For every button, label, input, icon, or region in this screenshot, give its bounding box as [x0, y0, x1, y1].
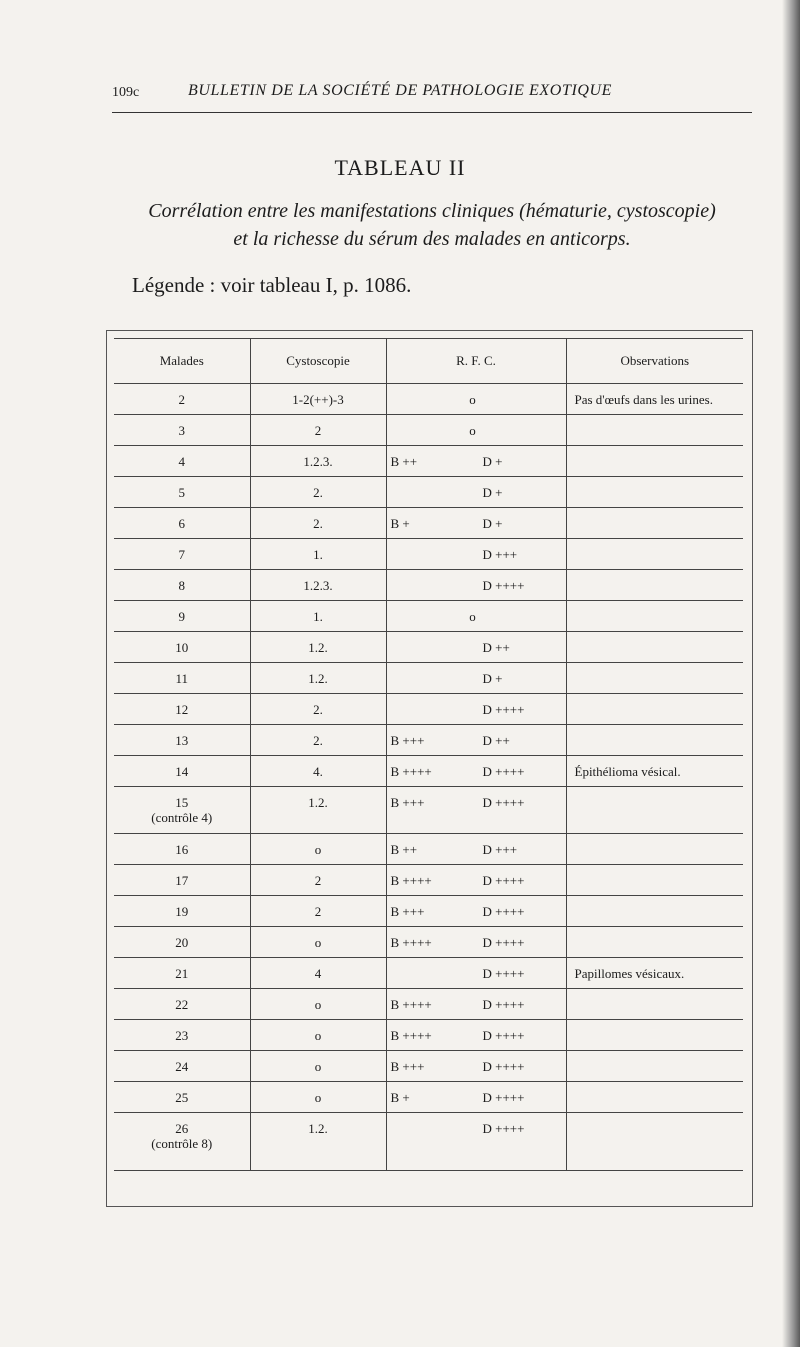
- table-caption-line-2: et la richesse du sérum des malades en anticorps.: [233, 228, 631, 250]
- malade-number: 8: [178, 578, 185, 593]
- malade-number: 14: [175, 764, 189, 779]
- col-header-cystoscopie: Cystoscopie: [250, 339, 386, 384]
- table-row: [114, 694, 743, 725]
- cell-cystoscopie: [250, 1082, 386, 1113]
- cell-cystoscopie: [250, 415, 386, 446]
- cell-rfc: [386, 1113, 566, 1171]
- malade-number: 3: [178, 423, 185, 438]
- cystoscopie-value: 2: [314, 873, 322, 888]
- cystoscopie-value: 2.: [313, 702, 323, 717]
- cell-rfc: [386, 601, 566, 632]
- cell-observations: [566, 694, 743, 725]
- rfc-d-value: D ++++: [482, 873, 525, 888]
- table-row: [114, 725, 743, 756]
- malade-number: 26: [175, 1121, 189, 1136]
- cell-malade: [114, 896, 250, 927]
- malade-control-note: (contrôle 4): [151, 810, 213, 825]
- table-label: TABLEAU II: [334, 155, 466, 180]
- rfc-d-value: D +: [482, 516, 503, 531]
- correlation-table: [114, 338, 743, 1171]
- cell-observations: [566, 1082, 743, 1113]
- cell-malade: [114, 1020, 250, 1051]
- cell-malade: [114, 927, 250, 958]
- rfc-b-value: B ++: [390, 842, 418, 857]
- cell-cystoscopie: [250, 539, 386, 570]
- rfc-d-value: D ++++: [482, 702, 525, 717]
- rfc-b-value: B +++: [390, 904, 425, 919]
- cell-cystoscopie: [250, 446, 386, 477]
- cell-malade: [114, 539, 250, 570]
- cell-observations: [566, 865, 743, 896]
- cell-observations: [566, 989, 743, 1020]
- cell-cystoscopie: [250, 1020, 386, 1051]
- rfc-d-value: D ++++: [482, 904, 525, 919]
- table-row: [114, 896, 743, 927]
- cell-rfc: [386, 958, 566, 989]
- rfc-negative: o: [469, 392, 476, 407]
- cell-cystoscopie: [250, 601, 386, 632]
- cell-observations: [566, 787, 743, 834]
- malade-number: 6: [178, 516, 185, 531]
- table-header-row: [114, 339, 743, 384]
- cell-cystoscopie: [250, 787, 386, 834]
- cystoscopie-value: 1.2.: [308, 795, 328, 810]
- table-row: [114, 1020, 743, 1051]
- cystoscopie-value: o: [314, 935, 322, 950]
- cystoscopie-value: 2.: [313, 516, 323, 531]
- cystoscopie-value: 1.: [313, 609, 323, 624]
- cell-observations: [566, 725, 743, 756]
- cell-rfc: [386, 415, 566, 446]
- rfc-negative: o: [469, 423, 476, 438]
- malade-number: 16: [175, 842, 189, 857]
- rfc-d-value: D +: [482, 671, 503, 686]
- malade-number: 24: [175, 1059, 189, 1074]
- cell-rfc: [386, 1020, 566, 1051]
- rfc-b-value: B ++++: [390, 935, 432, 950]
- cell-observations: [566, 384, 743, 415]
- rfc-d-value: D ++++: [482, 935, 525, 950]
- cell-malade: [114, 958, 250, 989]
- cell-cystoscopie: [250, 508, 386, 539]
- cystoscopie-value: 2: [314, 904, 322, 919]
- cell-observations: [566, 896, 743, 927]
- cell-malade: [114, 384, 250, 415]
- cell-malade: [114, 989, 250, 1020]
- running-title: BULLETIN DE LA SOCIÉTÉ DE PATHOLOGIE EXOTIQUE: [188, 82, 613, 99]
- table-row: [114, 787, 743, 834]
- cell-observations: [566, 415, 743, 446]
- rfc-negative: o: [469, 609, 476, 624]
- malade-number: 2: [178, 392, 185, 407]
- table-row: [114, 756, 743, 787]
- cystoscopie-value: 1.: [313, 547, 323, 562]
- table-row: [114, 834, 743, 865]
- rfc-d-value: D +++: [482, 842, 518, 857]
- cell-cystoscopie: [250, 756, 386, 787]
- cell-observations: [566, 632, 743, 663]
- rfc-b-value: B ++++: [390, 1028, 432, 1043]
- cell-rfc: [386, 989, 566, 1020]
- cell-malade: [114, 477, 250, 508]
- cystoscopie-value: o: [314, 1059, 322, 1074]
- malade-number: 13: [175, 733, 189, 748]
- rfc-d-value: D ++: [482, 733, 510, 748]
- rfc-d-value: D ++++: [482, 764, 525, 779]
- cell-cystoscopie: [250, 896, 386, 927]
- cell-cystoscopie: [250, 632, 386, 663]
- rfc-d-value: D ++: [482, 640, 510, 655]
- cell-cystoscopie: [250, 384, 386, 415]
- rfc-b-value: [387, 1121, 483, 1136]
- cell-malade: [114, 834, 250, 865]
- rfc-d-value: D ++++: [482, 1059, 525, 1074]
- table-row: [114, 927, 743, 958]
- cell-malade: [114, 415, 250, 446]
- malade-control-note: (contrôle 8): [151, 1136, 213, 1151]
- cell-observations: [566, 663, 743, 694]
- cystoscopie-value: 2.: [313, 733, 323, 748]
- table-row: [114, 384, 743, 415]
- cell-rfc: [386, 508, 566, 539]
- cell-observations: [566, 927, 743, 958]
- rfc-d-value: D +: [482, 454, 503, 469]
- cell-observations: [566, 958, 743, 989]
- cell-cystoscopie: [250, 570, 386, 601]
- malade-number: 22: [175, 997, 189, 1012]
- malade-number: 23: [175, 1028, 189, 1043]
- cell-rfc: [386, 834, 566, 865]
- cell-cystoscopie: [250, 694, 386, 725]
- malade-number: 11: [175, 671, 189, 686]
- rfc-d-value: D ++++: [482, 1028, 525, 1043]
- cell-rfc: [386, 725, 566, 756]
- table-row: [114, 632, 743, 663]
- table-row: [114, 989, 743, 1020]
- cell-observations: [566, 477, 743, 508]
- col-header-rfc: R. F. C.: [386, 339, 566, 384]
- cell-observations: [566, 570, 743, 601]
- rfc-b-value: B ++++: [390, 764, 432, 779]
- cystoscopie-value: 4.: [313, 764, 323, 779]
- cystoscopie-value: 1.2.3.: [303, 454, 333, 469]
- cell-malade: [114, 1051, 250, 1082]
- cell-cystoscopie: [250, 834, 386, 865]
- table-legend: Légende : voir tableau I, p. 1086.: [132, 273, 412, 297]
- malade-number: 10: [175, 640, 189, 655]
- rfc-b-value: B +: [390, 1090, 410, 1105]
- rfc-d-value: D ++++: [482, 966, 525, 981]
- cell-cystoscopie: [250, 989, 386, 1020]
- table-row: [114, 1113, 743, 1171]
- cell-rfc: [386, 1051, 566, 1082]
- table-row: [114, 570, 743, 601]
- rfc-b-value: [387, 640, 483, 655]
- cell-rfc: [386, 1082, 566, 1113]
- cell-malade: [114, 865, 250, 896]
- table-row: [114, 601, 743, 632]
- cell-cystoscopie: [250, 927, 386, 958]
- cystoscopie-value: 1-2(++)-3: [292, 392, 344, 407]
- cell-malade: [114, 1082, 250, 1113]
- table-body: [114, 384, 743, 1171]
- cystoscopie-value: o: [314, 842, 322, 857]
- cell-malade: [114, 632, 250, 663]
- malade-number: 4: [178, 454, 185, 469]
- rfc-d-value: D +++: [482, 547, 518, 562]
- malade-number: 12: [175, 702, 189, 717]
- col-header-malades: Malades: [114, 339, 250, 384]
- observation-text: Papillomes vésicaux.: [574, 966, 685, 981]
- malade-number: 15: [175, 795, 189, 810]
- cell-rfc: [386, 632, 566, 663]
- table-row: [114, 477, 743, 508]
- table-row: [114, 508, 743, 539]
- malade-number: 25: [175, 1090, 189, 1105]
- rfc-d-value: D ++++: [482, 997, 525, 1012]
- rfc-d-value: D ++++: [482, 795, 525, 810]
- cell-rfc: [386, 756, 566, 787]
- cystoscopie-value: 1.2.: [308, 671, 328, 686]
- cell-observations: [566, 1020, 743, 1051]
- observation-text: Pas d'œufs dans les urines.: [574, 392, 713, 407]
- cell-rfc: [386, 539, 566, 570]
- table-row: [114, 663, 743, 694]
- cystoscopie-value: o: [314, 997, 322, 1012]
- cell-rfc: [386, 663, 566, 694]
- page-number: 109c: [112, 85, 140, 100]
- cystoscopie-value: o: [314, 1028, 322, 1043]
- rfc-b-value: B +++: [390, 1059, 425, 1074]
- malade-number: 7: [178, 547, 185, 562]
- rfc-b-value: B +++: [390, 733, 425, 748]
- rfc-b-value: [387, 578, 483, 593]
- table-row: [114, 415, 743, 446]
- malade-number: 21: [175, 966, 189, 981]
- rfc-d-value: D +: [482, 485, 503, 500]
- table-row: [114, 1082, 743, 1113]
- cell-malade: [114, 694, 250, 725]
- header-rule: [112, 112, 752, 113]
- cell-rfc: [386, 896, 566, 927]
- cell-observations: [566, 756, 743, 787]
- malade-number: 17: [175, 873, 189, 888]
- cystoscopie-value: o: [314, 1090, 322, 1105]
- cell-observations: [566, 508, 743, 539]
- malade-number: 20: [175, 935, 189, 950]
- table-row: [114, 1051, 743, 1082]
- rfc-b-value: [387, 485, 483, 500]
- cell-malade: [114, 1113, 250, 1171]
- malade-number: 9: [178, 609, 185, 624]
- page-edge-shadow: [782, 0, 800, 1347]
- col-header-observations: Observations: [566, 339, 743, 384]
- cell-malade: [114, 446, 250, 477]
- cell-cystoscopie: [250, 1113, 386, 1171]
- table-row: [114, 539, 743, 570]
- table-row: [114, 446, 743, 477]
- rfc-b-value: B ++++: [390, 873, 432, 888]
- rfc-b-value: B +: [390, 516, 410, 531]
- cell-observations: [566, 601, 743, 632]
- cell-cystoscopie: [250, 663, 386, 694]
- rfc-b-value: B ++: [390, 454, 418, 469]
- cell-cystoscopie: [250, 725, 386, 756]
- table-row: [114, 958, 743, 989]
- cystoscopie-value: 1.2.3.: [303, 578, 333, 593]
- cell-malade: [114, 756, 250, 787]
- cell-rfc: [386, 477, 566, 508]
- rfc-b-value: [387, 547, 483, 562]
- cell-cystoscopie: [250, 1051, 386, 1082]
- cell-malade: [114, 787, 250, 834]
- table-row: [114, 865, 743, 896]
- cystoscopie-value: 2: [314, 423, 322, 438]
- cell-malade: [114, 663, 250, 694]
- cell-observations: [566, 446, 743, 477]
- cell-malade: [114, 508, 250, 539]
- cell-observations: [566, 834, 743, 865]
- rfc-b-value: [387, 966, 483, 981]
- running-header: [112, 82, 752, 108]
- cystoscopie-value: 4: [314, 966, 322, 981]
- cell-rfc: [386, 787, 566, 834]
- cell-cystoscopie: [250, 958, 386, 989]
- cell-observations: [566, 1051, 743, 1082]
- cell-rfc: [386, 927, 566, 958]
- observation-text: Épithélioma vésical.: [574, 764, 681, 779]
- malade-number: 5: [178, 485, 185, 500]
- cell-rfc: [386, 694, 566, 725]
- cell-cystoscopie: [250, 477, 386, 508]
- rfc-d-value: D ++++: [482, 1121, 525, 1136]
- cell-malade: [114, 601, 250, 632]
- table-caption-line-1: Corrélation entre les manifestations cliniques (hématurie, cystoscopie): [148, 200, 716, 222]
- cell-rfc: [386, 446, 566, 477]
- cell-observations: [566, 1113, 743, 1171]
- rfc-b-value: [387, 702, 483, 717]
- cell-cystoscopie: [250, 865, 386, 896]
- rfc-b-value: [387, 671, 483, 686]
- rfc-b-value: B ++++: [390, 997, 432, 1012]
- rfc-d-value: D ++++: [482, 578, 525, 593]
- cell-rfc: [386, 865, 566, 896]
- cell-observations: [566, 539, 743, 570]
- cell-malade: [114, 725, 250, 756]
- cell-rfc: [386, 570, 566, 601]
- cell-rfc: [386, 384, 566, 415]
- cystoscopie-value: 2.: [313, 485, 323, 500]
- rfc-d-value: D ++++: [482, 1090, 525, 1105]
- cell-malade: [114, 570, 250, 601]
- cystoscopie-value: 1.2.: [308, 1121, 328, 1136]
- malade-number: 19: [175, 904, 189, 919]
- rfc-b-value: B +++: [390, 795, 425, 810]
- cystoscopie-value: 1.2.: [308, 640, 328, 655]
